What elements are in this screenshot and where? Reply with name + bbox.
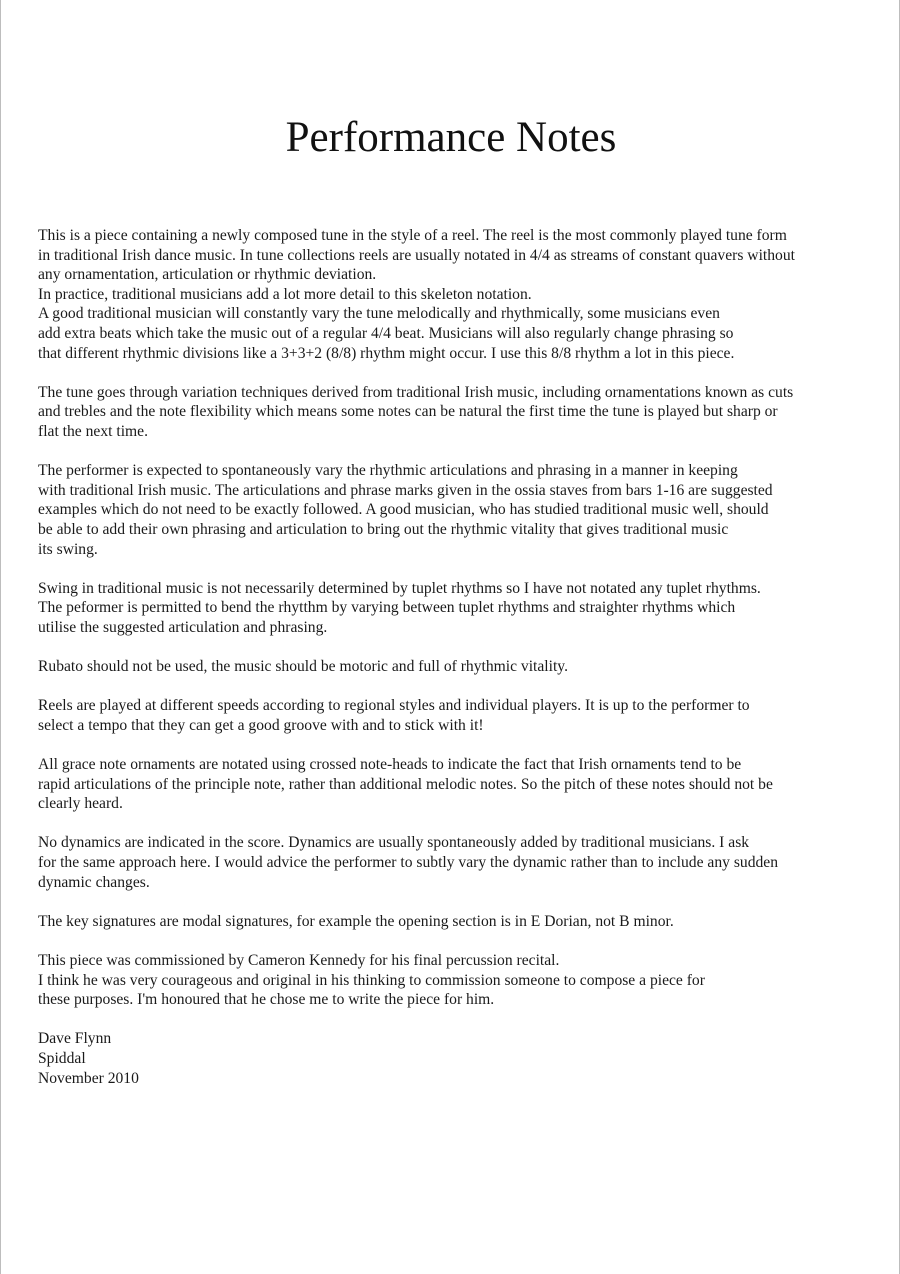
text-line: that different rhythmic divisions like a 3+3+2 (8/8) rhythm might occur. I use this 8/8 rhythm a lot in this piece.	[38, 344, 735, 362]
paragraph-dynamics	[38, 833, 883, 892]
text-line: examples which do not need to be exactly followed. A good musician, who has studied traditional music well, should	[38, 501, 769, 519]
text-line: All grace note ornaments are notated using crossed note-heads to indicate the fact that Irish ornaments tend to be	[38, 756, 742, 774]
text-line: I think he was very courageous and original in his thinking to commission someone to compose a piece for	[38, 971, 705, 989]
text-line: for the same approach here. I would advice the performer to subtly vary the dynamic rather than to include any sudden	[38, 854, 779, 871]
text-line: in traditional Irish dance music. In tune collections reels are usually notated in 4/4 as streams of constant quavers without	[38, 246, 795, 264]
text-line: The key signatures are modal signatures, for example the opening section is in E Dorian, not B minor.	[38, 912, 674, 930]
text-line: with traditional Irish music. The articulations and phrase marks given in the ossia staves from bars 1-16 are suggested	[38, 481, 773, 499]
paragraph-key-signatures	[38, 912, 883, 932]
text-line: add extra beats which take the music out of a regular 4/4 beat. Musicians will also regularly change phrasing so	[38, 324, 734, 342]
text-line: any ornamentation, articulation or rhythmic deviation.	[38, 266, 377, 284]
text-line: be able to add their own phrasing and articulation to bring out the rhythmic vitality that gives traditional music	[38, 520, 729, 538]
text-line: No dynamics are indicated in the score. Dynamics are usually spontaneously added by traditional musicians. I ask	[38, 834, 750, 852]
text-line: The performer is expected to spontaneously vary the rhythmic articulations and phrasing in a manner in keeping	[38, 462, 738, 480]
paragraph-performer-expectations	[38, 461, 883, 559]
text-line: In practice, traditional musicians add a lot more detail to this skeleton notation.	[38, 285, 532, 303]
page-title: Performance Notes	[285, 114, 617, 161]
text-line: Dave Flynn	[38, 1030, 112, 1048]
text-line: Rubato should not be used, the music should be motoric and full of rhythmic vitality.	[38, 658, 568, 676]
text-line: Reels are played at different speeds according to regional styles and individual players. It is up to the performer to	[38, 697, 750, 715]
text-line: A good traditional musician will constantly vary the tune melodically and rhythmically, some musicians even	[38, 305, 720, 323]
text-line: Spiddal	[38, 1049, 86, 1067]
text-line: The tune goes through variation techniques derived from traditional Irish music, including ornamentations known as cuts	[38, 383, 794, 401]
text-line: utilise the suggested articulation and phrasing.	[38, 618, 328, 636]
text-line: and trebles and the note flexibility which means some notes can be natural the first time the tune is played but sharp or	[38, 403, 778, 421]
text-line: Swing in traditional music is not necessarily determined by tuplet rhythms so I have not notated any tuplet rhythms.	[38, 579, 761, 597]
paragraph-grace-notes	[38, 755, 883, 814]
paragraph-commission	[38, 951, 883, 1010]
paragraph-rubato	[38, 657, 883, 677]
paragraph-intro	[38, 226, 883, 363]
text-line: November 2010	[38, 1069, 139, 1087]
text-line: select a tempo that they can get a good groove with and to stick with it!	[38, 716, 484, 734]
text-line: The peformer is permitted to bend the rhytthm by varying between tuplet rhythms and straighter rhythms which	[38, 599, 736, 617]
paragraph-tempo	[38, 696, 883, 735]
text-line: its swing.	[38, 540, 98, 558]
paragraph-variation-techniques	[38, 383, 883, 442]
text-line: dynamic changes.	[38, 873, 150, 891]
text-line: flat the next time.	[38, 422, 148, 440]
paragraph-signature	[38, 1029, 883, 1088]
paragraph-swing	[38, 579, 883, 638]
text-line: This is a piece containing a newly composed tune in the style of a reel. The reel is the most commonly played tune form	[38, 227, 787, 244]
notes-body	[38, 226, 883, 1108]
text-line: clearly heard.	[38, 795, 123, 813]
text-line: these purposes. I'm honoured that he chose me to write the piece for him.	[38, 991, 495, 1009]
text-line: This piece was commissioned by Cameron Kennedy for his final percussion recital.	[38, 951, 560, 969]
text-line: rapid articulations of the principle note, rather than additional melodic notes. So the pitch of these notes should not be	[38, 775, 773, 793]
